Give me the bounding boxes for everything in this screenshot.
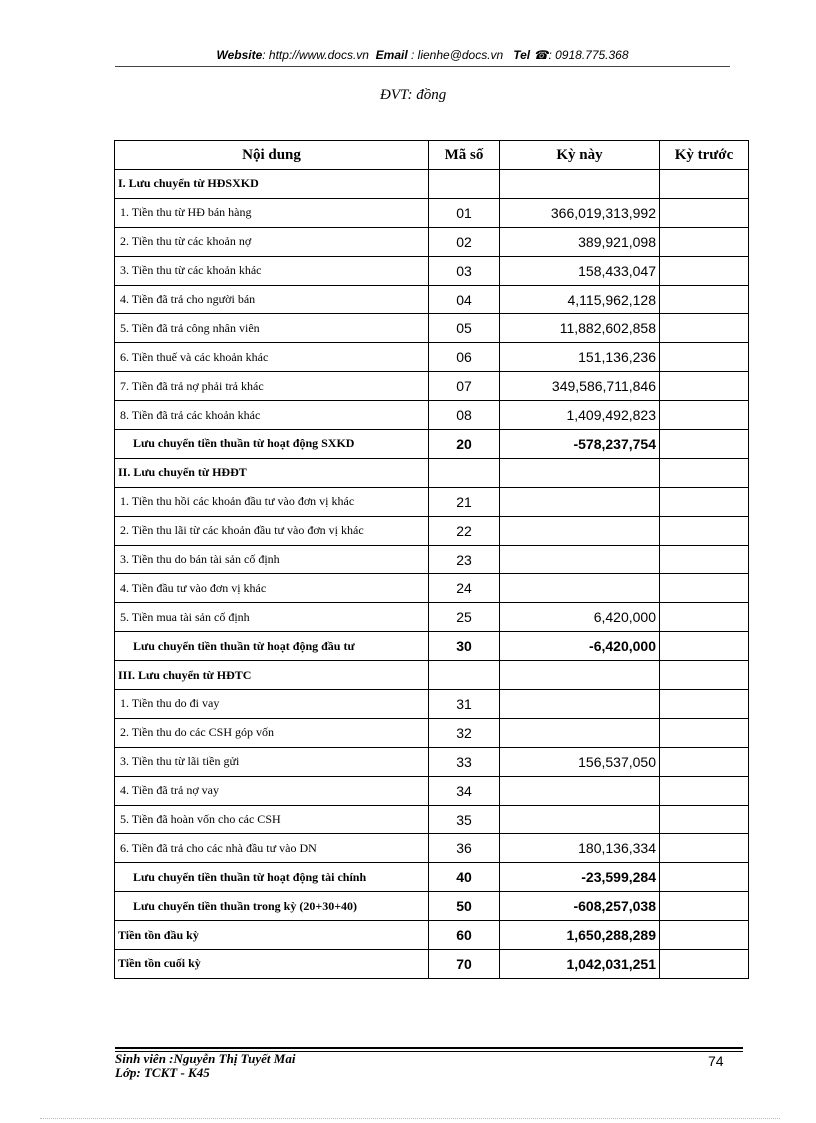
row-previous-period xyxy=(660,805,749,834)
row-current-period xyxy=(500,170,660,199)
table-row xyxy=(115,776,749,805)
table-row xyxy=(115,921,749,950)
email-value: : lienhe@docs.vn xyxy=(411,48,504,62)
row-description: 5. Tiền đã hoàn vốn cho các CSH xyxy=(115,805,429,834)
row-previous-period xyxy=(660,921,749,950)
website-label: Website xyxy=(216,48,263,62)
row-description: 5. Tiền đã trả công nhân viên xyxy=(115,314,429,343)
cash-flow-table xyxy=(114,140,749,979)
table-row xyxy=(115,632,749,661)
unit-label: ĐVT: đồng xyxy=(380,87,447,103)
page-header xyxy=(115,48,730,62)
row-previous-period xyxy=(660,574,749,603)
table-row xyxy=(115,256,749,285)
table-body xyxy=(115,170,749,979)
row-current-period: 158,433,047 xyxy=(500,256,660,285)
row-description: Tiền tồn đầu kỳ xyxy=(115,921,429,950)
row-code: 04 xyxy=(429,285,500,314)
row-description: 5. Tiền mua tài sản cố định xyxy=(115,603,429,632)
table-row xyxy=(115,690,749,719)
col-header-content: Nội dung xyxy=(115,141,429,170)
table-row xyxy=(115,747,749,776)
row-previous-period xyxy=(660,372,749,401)
row-previous-period xyxy=(660,834,749,863)
row-code: 36 xyxy=(429,834,500,863)
row-code xyxy=(429,661,500,690)
row-code: 50 xyxy=(429,892,500,921)
row-description: 1. Tiền thu do đi vay xyxy=(115,690,429,719)
row-current-period: 389,921,098 xyxy=(500,227,660,256)
row-previous-period xyxy=(660,950,749,979)
row-current-period: 1,650,288,289 xyxy=(500,921,660,950)
table-row xyxy=(115,314,749,343)
row-current-period: 349,586,711,846 xyxy=(500,372,660,401)
row-previous-period xyxy=(660,632,749,661)
row-code: 08 xyxy=(429,401,500,430)
row-current-period: 156,537,050 xyxy=(500,747,660,776)
row-previous-period xyxy=(660,776,749,805)
row-description: 3. Tiền thu do bán tài sản cố định xyxy=(115,545,429,574)
row-description: 2. Tiền thu do các CSH góp vốn xyxy=(115,718,429,747)
row-previous-period xyxy=(660,545,749,574)
row-current-period xyxy=(500,690,660,719)
footer-divider xyxy=(115,1047,743,1049)
row-previous-period xyxy=(660,401,749,430)
row-previous-period xyxy=(660,170,749,199)
row-description: 2. Tiền thu từ các khoản nợ xyxy=(115,227,429,256)
row-description: I. Lưu chuyển từ HĐSXKD xyxy=(115,170,429,199)
row-previous-period xyxy=(660,285,749,314)
phone-icon: ☎ xyxy=(533,48,549,62)
row-current-period xyxy=(500,545,660,574)
row-code: 22 xyxy=(429,516,500,545)
row-current-period xyxy=(500,776,660,805)
row-previous-period xyxy=(660,256,749,285)
row-current-period: 180,136,334 xyxy=(500,834,660,863)
row-code: 30 xyxy=(429,632,500,661)
table-row xyxy=(115,401,749,430)
row-current-period xyxy=(500,718,660,747)
table-row xyxy=(115,372,749,401)
row-code: 31 xyxy=(429,690,500,719)
row-code: 34 xyxy=(429,776,500,805)
col-header-code: Mã số xyxy=(429,141,500,170)
email-label: Email xyxy=(375,48,408,62)
row-code: 03 xyxy=(429,256,500,285)
row-description: 1. Tiền thu từ HĐ bán hàng xyxy=(115,198,429,227)
row-code: 21 xyxy=(429,487,500,516)
header-divider xyxy=(115,66,730,67)
row-code: 05 xyxy=(429,314,500,343)
row-previous-period xyxy=(660,661,749,690)
row-code: 33 xyxy=(429,747,500,776)
row-code: 60 xyxy=(429,921,500,950)
row-description: Lưu chuyển tiền thuần từ hoạt động SXKD xyxy=(115,430,429,459)
row-code: 23 xyxy=(429,545,500,574)
row-current-period: 6,420,000 xyxy=(500,603,660,632)
row-code: 24 xyxy=(429,574,500,603)
table-row xyxy=(115,516,749,545)
row-current-period xyxy=(500,805,660,834)
row-description: 6. Tiền thuế và các khoản khác xyxy=(115,343,429,372)
row-current-period: -6,420,000 xyxy=(500,632,660,661)
row-current-period xyxy=(500,516,660,545)
row-current-period: -23,599,284 xyxy=(500,863,660,892)
footer-info xyxy=(115,1052,295,1080)
row-description: Tiền tồn cuối kỳ xyxy=(115,950,429,979)
row-current-period: 11,882,602,858 xyxy=(500,314,660,343)
row-previous-period xyxy=(660,198,749,227)
row-description: Lưu chuyển tiền thuần trong kỳ (20+30+40) xyxy=(115,892,429,921)
table-row xyxy=(115,545,749,574)
row-previous-period xyxy=(660,747,749,776)
row-current-period xyxy=(500,487,660,516)
table-row xyxy=(115,603,749,632)
class-name: Lớp: TCKT - K45 xyxy=(115,1065,210,1080)
row-current-period xyxy=(500,458,660,487)
row-previous-period xyxy=(660,227,749,256)
row-description: Lưu chuyển tiền thuần từ hoạt động tài chính xyxy=(115,863,429,892)
row-description: III. Lưu chuyển từ HĐTC xyxy=(115,661,429,690)
row-previous-period xyxy=(660,314,749,343)
row-description: 3. Tiền thu từ lãi tiền gửi xyxy=(115,747,429,776)
row-description: 3. Tiền thu từ các khoản khác xyxy=(115,256,429,285)
row-code: 07 xyxy=(429,372,500,401)
row-description: 4. Tiền đã trả cho người bán xyxy=(115,285,429,314)
table-row xyxy=(115,950,749,979)
table-row xyxy=(115,343,749,372)
row-description: 4. Tiền đã trả nợ vay xyxy=(115,776,429,805)
table-row xyxy=(115,285,749,314)
row-code: 35 xyxy=(429,805,500,834)
row-description: 7. Tiền đã trả nợ phải trả khác xyxy=(115,372,429,401)
row-description: 1. Tiền thu hồi các khoản đầu tư vào đơn vị khác xyxy=(115,487,429,516)
table-row xyxy=(115,487,749,516)
row-description: II. Lưu chuyển từ HĐĐT xyxy=(115,458,429,487)
tel-value: : 0918.775.368 xyxy=(548,48,629,62)
row-current-period xyxy=(500,661,660,690)
table-row xyxy=(115,198,749,227)
table-row xyxy=(115,458,749,487)
row-current-period: 4,115,962,128 xyxy=(500,285,660,314)
table-row xyxy=(115,170,749,199)
row-previous-period xyxy=(660,892,749,921)
row-current-period: -608,257,038 xyxy=(500,892,660,921)
row-code: 70 xyxy=(429,950,500,979)
row-current-period: 1,409,492,823 xyxy=(500,401,660,430)
row-description: 2. Tiền thu lãi từ các khoản đầu tư vào đơn vị khác xyxy=(115,516,429,545)
row-current-period: 1,042,031,251 xyxy=(500,950,660,979)
table-row xyxy=(115,661,749,690)
row-description: Lưu chuyển tiền thuần từ hoạt động đầu tư xyxy=(115,632,429,661)
table-row xyxy=(115,718,749,747)
website-value: : http://www.docs.vn xyxy=(262,48,369,62)
row-code: 40 xyxy=(429,863,500,892)
table-row xyxy=(115,863,749,892)
row-previous-period xyxy=(660,458,749,487)
tel-label: Tel xyxy=(513,48,531,62)
row-code: 02 xyxy=(429,227,500,256)
table-row xyxy=(115,834,749,863)
table-row xyxy=(115,805,749,834)
row-current-period: 366,019,313,992 xyxy=(500,198,660,227)
row-code: 06 xyxy=(429,343,500,372)
table-header-row xyxy=(115,141,749,170)
row-code xyxy=(429,458,500,487)
table-row xyxy=(115,892,749,921)
row-code: 20 xyxy=(429,430,500,459)
row-previous-period xyxy=(660,430,749,459)
row-previous-period xyxy=(660,690,749,719)
table-row xyxy=(115,430,749,459)
row-previous-period xyxy=(660,487,749,516)
row-current-period xyxy=(500,574,660,603)
col-header-current: Kỳ này xyxy=(500,141,660,170)
student-name: Sinh viên :Nguyễn Thị Tuyết Mai xyxy=(115,1051,296,1066)
row-code xyxy=(429,170,500,199)
row-description: 6. Tiền đã trả cho các nhà đầu tư vào DN xyxy=(115,834,429,863)
row-previous-period xyxy=(660,603,749,632)
bottom-divider xyxy=(40,1118,780,1119)
row-previous-period xyxy=(660,343,749,372)
row-previous-period xyxy=(660,516,749,545)
table-row xyxy=(115,227,749,256)
row-previous-period xyxy=(660,863,749,892)
row-code: 01 xyxy=(429,198,500,227)
row-code: 32 xyxy=(429,718,500,747)
page-number: 74 xyxy=(708,1053,724,1069)
row-current-period: -578,237,754 xyxy=(500,430,660,459)
row-current-period: 151,136,236 xyxy=(500,343,660,372)
row-code: 25 xyxy=(429,603,500,632)
row-previous-period xyxy=(660,718,749,747)
col-header-previous: Kỳ trước xyxy=(660,141,749,170)
table-row xyxy=(115,574,749,603)
row-description: 8. Tiền đã trả các khoản khác xyxy=(115,401,429,430)
row-description: 4. Tiền đầu tư vào đơn vị khác xyxy=(115,574,429,603)
